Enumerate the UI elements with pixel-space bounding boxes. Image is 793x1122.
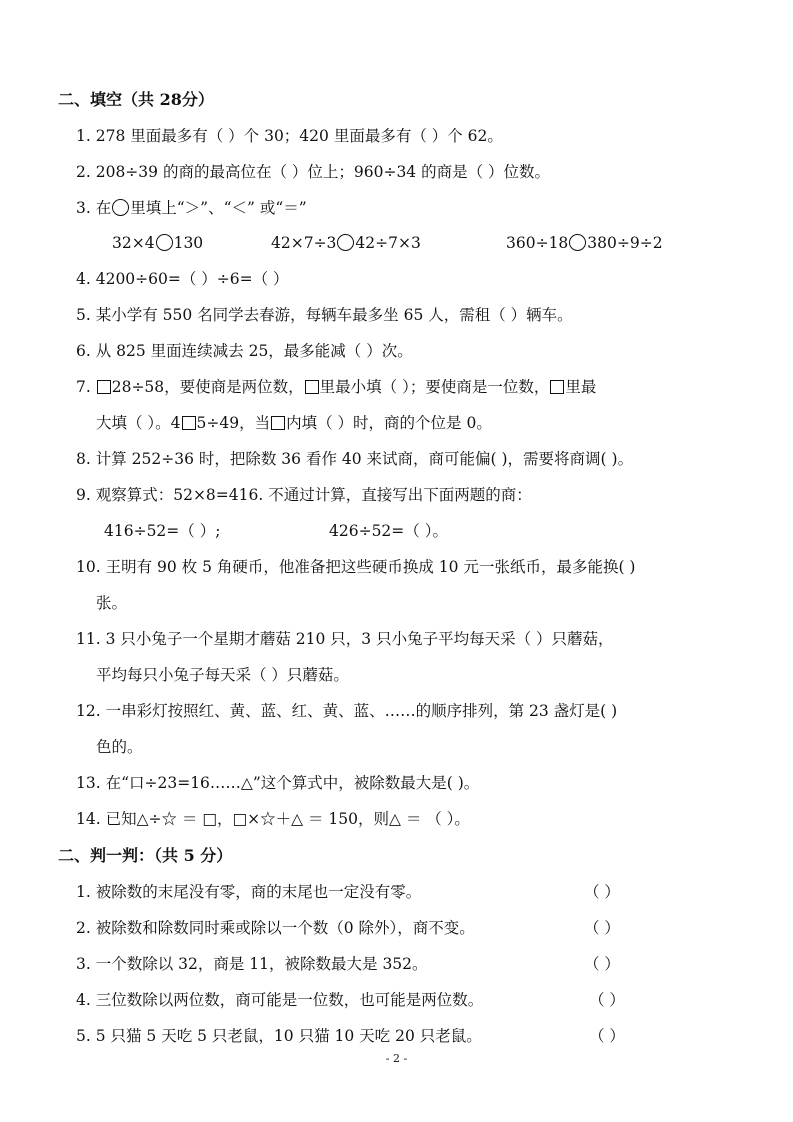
fill-question-7-line-1: 7. 28÷58，要使商是两位数， 里最小填（ ）；要使商是一位数， 里最 (76, 378, 597, 396)
compare-circle-icon (569, 234, 586, 251)
blank-square-icon (182, 416, 196, 430)
judge-item-2: 2. 被除数和除数同时乘或除以一个数（0 除外），商不变。 (76, 919, 475, 937)
blank-square-icon (550, 380, 564, 394)
fill-question-11-line-2: 平均每只小兔子每天采（ ）只蘑菇。 (96, 666, 349, 684)
judge-item-3: 3. 一个数除以 32，商是 11，被除数最大是 352。 (76, 955, 428, 973)
judge-answer-5: （ ） (589, 1027, 625, 1045)
fill-section-heading: 二、填空（共 28分） (58, 90, 214, 109)
judge-answer-1: （ ） (584, 883, 620, 901)
judge-answer-2: （ ） (584, 919, 620, 937)
fill-question-8: 8. 计算 252÷36 时，把除数 36 看作 40 来试商，商可能偏( )，需要将商调( )。 (76, 450, 634, 468)
fill-question-12-line-1: 12. 一串彩灯按照红、黄、蓝、红、黄、蓝、……的顺序排列，第 23 盏灯是( ) (76, 702, 618, 720)
q9-part-a: 416÷52=（ ）; (104, 522, 221, 540)
fill-question-13: 13. 在“口÷23=16……△”这个算式中，被除数最大是( )。 (76, 774, 480, 792)
fill-question-10-line-1: 10. 王明有 90 枚 5 角硬币，他准备把这些硬币换成 10 元一张纸币，最多能换( ) (76, 558, 636, 576)
blank-square-icon (305, 380, 319, 394)
fill-question-9: 9. 观察算式：52×8=416. 不通过计算，直接写出下面两题的商： (76, 486, 532, 504)
fill-question-4: 4. 4200÷60=（ ）÷6=（ ） (76, 270, 289, 288)
compare-circle-icon (156, 234, 173, 251)
judge-item-4: 4. 三位数除以两位数，商可能是一位数，也可能是两位数。 (76, 991, 484, 1009)
blank-square-icon (271, 416, 285, 430)
fill-question-6: 6. 从 825 里面连续减去 25，最多能减（ ）次。 (76, 342, 413, 360)
q3-expression-b: 42×7÷3 42÷7×3 (271, 234, 421, 252)
judge-section-heading: 二、判一判：（共 5 分） (58, 846, 233, 865)
judge-item-1: 1. 被除数的末尾没有零，商的末尾也一定没有零。 (76, 883, 422, 901)
q3-prefix: 3. 在 (76, 199, 112, 217)
fill-question-10-line-2: 张。 (96, 594, 128, 612)
fill-question-12-line-2: 色的。 (96, 738, 143, 756)
compare-circle-icon (337, 234, 354, 251)
q3-expression-c: 360÷18 380÷9÷2 (506, 234, 663, 252)
fill-question-1: 1. 278 里面最多有（ ）个 30；420 里面最多有（ ）个 62。 (76, 127, 503, 145)
fill-question-11-line-1: 11. 3 只小兔子一个星期才蘑菇 210 只，3 只小兔子平均每天采（ ）只蘑菇， (76, 630, 614, 648)
q9-part-b: 426÷52=（ ）。 (329, 522, 448, 540)
fill-question-5: 5. 某小学有 550 名同学去春游，每辆车最多坐 65 人，需租（ ）辆车。 (76, 306, 573, 324)
fill-question-3 (76, 198, 307, 218)
q3-suffix: 里填上“＞”、“＜” 或“＝” (130, 199, 307, 217)
fill-question-7-line-2: 大填（ ）。4 5÷49，当 内填（ ）时，商的个位是 0。 (96, 414, 492, 432)
judge-answer-3: （ ） (584, 955, 620, 973)
fill-question-2: 2. 208÷39 的商的最高位在（ ）位上；960÷34 的商是（ ）位数。 (76, 163, 551, 181)
judge-item-5: 5. 5 只猫 5 天吃 5 只老鼠，10 只猫 10 天吃 20 只老鼠。 (76, 1027, 482, 1045)
blank-square-icon (97, 380, 111, 394)
judge-answer-4: （ ） (589, 991, 625, 1009)
page-number: - 2 - (385, 1052, 408, 1065)
compare-circle-icon (112, 199, 129, 216)
fill-question-14: 14. 已知△÷☆ ＝ □，□×☆＋△ ＝ 150，则△ ＝ （ ）。 (76, 810, 470, 828)
q3-expression-a: 32×4 130 (112, 234, 204, 252)
